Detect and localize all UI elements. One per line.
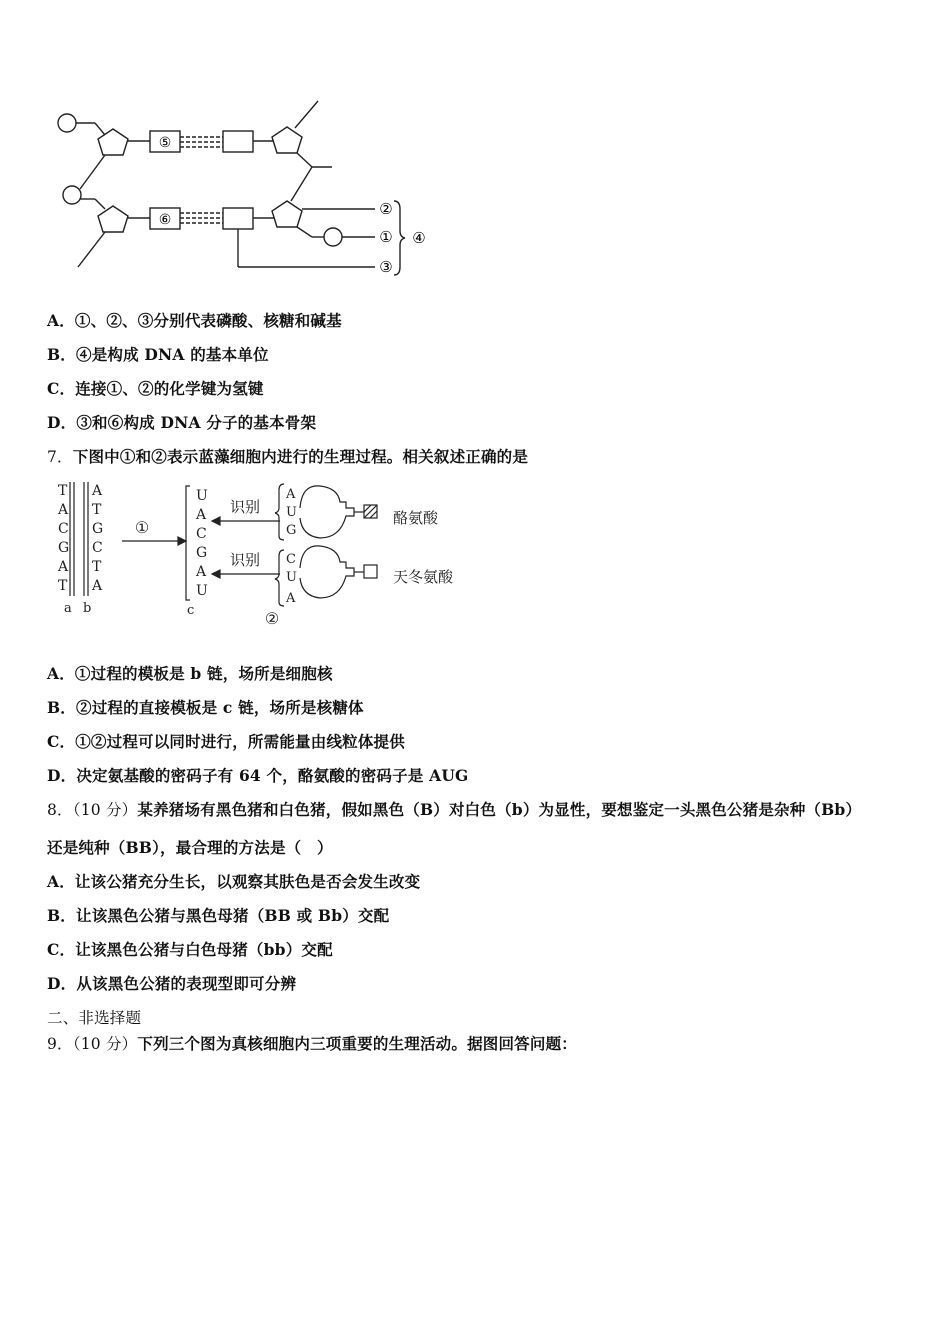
brace [394,201,405,275]
section-heading: 二、非选择题 [47,1009,142,1027]
q8-score: （10 分） [72,801,138,819]
svg-text:G: G [92,521,104,537]
svg-text:C: C [92,540,103,556]
label-1: ① [379,228,393,246]
svg-text:A: A [286,487,296,502]
q8-stem-line1 [47,800,861,820]
strand-a [57,483,69,594]
q8-stem-line2: 还是纯种（BB），最合理的方法是（ ） [47,838,333,857]
label-5: ⑤ [158,135,172,151]
base-box-upper-right [223,131,253,152]
q7-option-c: C．①②过程可以同时进行，所需能量由线粒体提供 [47,732,405,751]
q6-option-d: D．③和⑥构成 DNA 分子的基本骨架 [47,413,317,432]
q7-option-d: D．决定氨基酸的密码子有 64 个，酪氨酸的密码子是 AUG [47,766,469,785]
svg-text:U: U [286,505,297,520]
label-a: a [64,601,72,616]
process-1-label: ① [134,518,150,537]
q8-option-c: C．让该黑色公猪与白色母猪（bb）交配 [47,940,333,959]
amino-acid-box-2 [364,565,377,578]
q8-option-b: B．让该黑色公猪与黑色母猪（BB 或 Bb）交配 [47,906,390,925]
q9-number: 9． [47,1035,73,1053]
svg-text:C: C [58,521,69,537]
svg-text:T: T [92,559,102,575]
strand-c [195,488,208,599]
base-box-lower-right [223,208,253,229]
q6-option-c: C．连接①、②的化学键为氢键 [47,379,264,398]
trna-2 [300,546,354,598]
strand-c-bracket [186,486,190,600]
label-3: ③ [379,258,393,276]
svg-text:U: U [286,570,297,585]
svg-text:A: A [92,483,103,499]
label-c: c [187,603,195,618]
q7-stem [47,447,528,467]
phosphate-circle [324,228,342,246]
pentose-sugar [98,206,128,232]
svg-text:T: T [92,502,102,518]
dna-structure-figure [50,95,440,280]
q9-stem [47,1034,577,1054]
svg-text:G: G [286,523,297,538]
svg-text:C: C [196,526,207,542]
q7-stem-text: 下图中①和②表示蓝藻细胞内进行的生理过程。相关叙述正确的是 [72,447,529,466]
q7-number: 7． [47,448,73,466]
svg-text:U: U [196,583,208,599]
svg-text:U: U [196,488,208,504]
label-2: ② [379,200,393,218]
phosphate-circle [63,186,81,204]
q8-option-d: D．从该黑色公猪的表现型即可分辨 [47,974,297,993]
recognize-label-2: 识别 [230,551,261,569]
q8-stem-text: 某养猪场有黑色猪和白色猪，假如黑色（B）对白色（b）为显性，要想鉴定一头黑色公猪是杂种（Bb） [137,800,862,819]
q8-number: 8． [47,801,73,819]
svg-text:G: G [196,545,208,561]
pentose-sugar [272,201,302,227]
svg-text:A: A [58,502,69,518]
q6-option-b: B．④是构成 DNA 的基本单位 [47,345,269,364]
process-2-label: ② [264,609,280,628]
q7-option-a: A．①过程的模板是 b 链，场所是细胞核 [47,664,333,683]
q6-option-a: A．①、②、③分别代表磷酸、核糖和碱基 [47,311,342,330]
amino-acid-aspartate: 天冬氨酸 [393,568,454,586]
amino-acid-tyrosine: 酪氨酸 [393,509,439,527]
svg-text:A: A [196,507,207,523]
svg-text:A: A [58,559,69,575]
q7-option-b: B．②过程的直接模板是 c 链，场所是核糖体 [47,698,364,717]
anticodon-1 [285,487,297,538]
recognize-label-1: 识别 [230,498,261,516]
q8-option-a: A．让该公猪充分生长，以观察其肤色是否会发生改变 [47,872,421,891]
anticodon-2 [285,552,297,606]
label-6: ⑥ [158,212,172,228]
svg-text:T: T [58,578,68,594]
svg-text:A: A [92,578,103,594]
phosphate-circle [58,114,76,132]
label-4: ④ [412,229,426,247]
transcription-translation-figure [50,478,480,633]
svg-text:A: A [196,564,207,580]
svg-text:T: T [58,483,68,499]
pentose-sugar [272,127,302,153]
q9-score: （10 分） [72,1035,138,1053]
q9-stem-text: 下列三个图为真核细胞内三项重要的生理活动。据图回答问题： [137,1034,577,1053]
label-b: b [83,601,92,616]
svg-text:G: G [58,540,70,556]
trna-1 [300,486,354,538]
svg-text:C: C [286,552,296,567]
svg-text:A: A [286,591,296,606]
strand-b [91,483,103,594]
